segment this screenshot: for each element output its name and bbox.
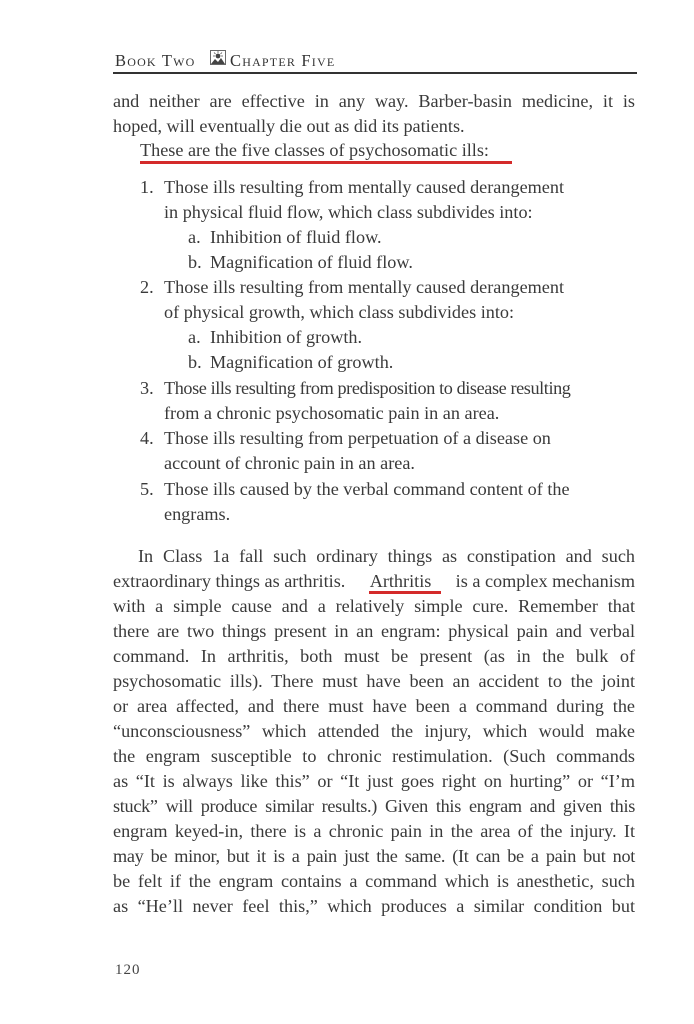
chapter-title: Chapter Five bbox=[230, 51, 336, 70]
list-item-line: in physical fluid flow, which class subdivides into: bbox=[164, 202, 533, 222]
sub-item: Inhibition of fluid flow. bbox=[210, 227, 382, 247]
list-number: 5. bbox=[140, 479, 154, 499]
list-number: 4. bbox=[140, 428, 154, 448]
body-line: as “He’ll never feel this,” which produces a similar condition but bbox=[113, 896, 635, 916]
list-item-line: Those ills resulting from mentally caused derangement bbox=[164, 277, 565, 297]
sub-label: b. bbox=[188, 352, 202, 372]
body-line: as “It is always like this” or “It just goes right on hurting” or “I’m bbox=[113, 771, 635, 791]
running-header bbox=[113, 49, 637, 73]
highlighted-word: Arthritis bbox=[369, 571, 432, 591]
body-line: or area affected, and there must have been a command during the bbox=[113, 696, 635, 716]
list-item-line: Those ills resulting from perpetuation of a disease on bbox=[164, 428, 551, 448]
list-item-line: Those ills resulting from predisposition to disease resulting bbox=[164, 378, 571, 398]
sub-item: Magnification of growth. bbox=[210, 352, 394, 372]
sub-item: Magnification of fluid flow. bbox=[210, 252, 413, 272]
red-underline bbox=[140, 161, 512, 164]
list-number: 2. bbox=[140, 277, 154, 297]
body-line: hoped, will eventually die out as did its patients. bbox=[113, 116, 465, 136]
sub-item: Inhibition of growth. bbox=[210, 327, 363, 347]
body-line: the engram susceptible to chronic restimulation. (Such commands bbox=[113, 746, 635, 766]
header-rule bbox=[113, 72, 637, 74]
sub-label: b. bbox=[188, 252, 202, 272]
sub-label: a. bbox=[188, 227, 201, 247]
list-item-line: engrams. bbox=[164, 504, 231, 524]
body-line: and neither are effective in any way. Barber-basin medicine, it is bbox=[113, 91, 635, 111]
sub-label: a. bbox=[188, 327, 201, 347]
body-line: be felt if the engram contains a command which is anesthetic, such bbox=[113, 871, 635, 891]
body-line: there are two things present in an engram: physical pain and verbal bbox=[113, 621, 635, 641]
list-item-line: account of chronic pain in an area. bbox=[164, 453, 415, 473]
list-item-line: from a chronic psychosomatic pain in an area. bbox=[164, 403, 500, 423]
list-item-line: Those ills caused by the verbal command content of the bbox=[164, 479, 570, 499]
body-line: command. In arthritis, both must be present (as in the bulk of bbox=[113, 646, 635, 666]
body-line bbox=[113, 570, 635, 592]
body-line: “unconsciousness” which attended the injury, which would make bbox=[113, 721, 635, 741]
page-number: 120 bbox=[115, 962, 141, 978]
body-line: stuck” will produce similar results.) Given this engram and given this bbox=[113, 796, 635, 816]
lead-sentence: These are the five classes of psychosomatic ills: bbox=[140, 140, 489, 160]
sunburst-ornament-icon bbox=[210, 50, 226, 65]
body-text: is a complex mechanism bbox=[455, 571, 635, 591]
list-item-line: of physical growth, which class subdivides into: bbox=[164, 302, 515, 322]
body-line: psychosomatic ills). There must have been an accident to the joint bbox=[113, 671, 635, 691]
list-item-line: Those ills resulting from mentally caused derangement bbox=[164, 177, 565, 197]
list-number: 3. bbox=[140, 378, 154, 398]
red-underline bbox=[369, 591, 441, 594]
body-line: with a simple cause and a relatively simple cure. Remember that bbox=[113, 596, 635, 616]
book-title: Book Two bbox=[115, 51, 196, 70]
body-text: extraordinary things as arthritis. bbox=[113, 571, 346, 591]
body-line: In Class 1a fall such ordinary things as constipation and such bbox=[138, 546, 635, 566]
body-line: engram keyed-in, there is a chronic pain in the area of the injury. It bbox=[113, 821, 635, 841]
body-line: may be minor, but it is a pain just the same. (It can be a pain but not bbox=[113, 846, 635, 866]
list-number: 1. bbox=[140, 177, 154, 197]
